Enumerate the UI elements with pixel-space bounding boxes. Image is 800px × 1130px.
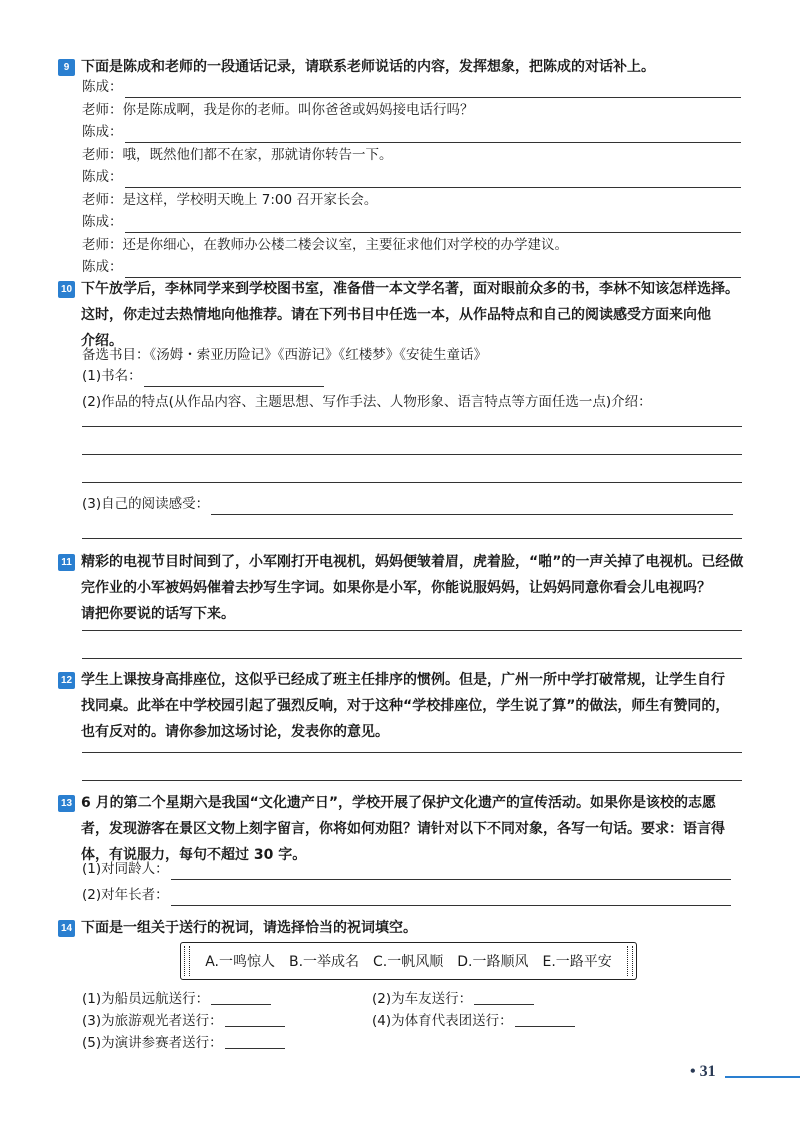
q10-feeling-answer-line[interactable] <box>82 538 742 539</box>
q9-chencheng-line <box>82 166 741 188</box>
q9-chencheng-label: 陈成： <box>82 79 123 95</box>
q9-chencheng-answer-blank[interactable] <box>125 171 741 188</box>
q13-elder-blank[interactable] <box>171 889 731 906</box>
q14-options-box <box>180 942 637 980</box>
q10-feeling-label: (3)自己的阅读感受： <box>82 496 210 512</box>
q10-prompt-line-1: 下午放学后，李林同学来到学校图书室，准备借一本文学名著，面对眼前众多的书，李林不知该怎样选择。 <box>81 281 739 297</box>
q14-number-badge: 14 <box>58 920 75 937</box>
page-number-rule <box>725 1076 800 1078</box>
q14-item-1-blank[interactable] <box>211 990 271 1005</box>
q9-chencheng-line <box>82 211 741 233</box>
q14-item-5-blank[interactable] <box>225 1034 285 1049</box>
q13-number-badge: 13 <box>58 795 75 812</box>
q10-features-answer-line[interactable] <box>82 426 742 427</box>
q9-number-badge: 9 <box>58 59 75 76</box>
q9-prompt-text: 下面是陈成和老师的一段通话记录，请联系老师说话的内容，发挥想象，把陈成的对话补上。 <box>81 59 655 75</box>
page-number: • 31 <box>690 1063 716 1080</box>
q14-option-a: A.一鸣惊人 <box>205 954 275 970</box>
q11-prompt-line-1: 精彩的电视节目时间到了，小军刚打开电视机，妈妈便皱着眉，虎着脸，“啪”的一声关掉了电视机。已经做 <box>81 554 744 570</box>
q14-item-1 <box>82 988 271 1010</box>
q10-features-answer-line[interactable] <box>82 454 742 455</box>
q10-book-name-label: (1)书名： <box>82 368 142 384</box>
q10-prompt <box>58 276 744 354</box>
q9-teacher-line <box>82 234 568 256</box>
q14-prompt <box>58 915 744 941</box>
q13-peer-row <box>82 858 731 880</box>
q12-prompt-line-1: 学生上课按身高排座位，这似乎已经成了班主任排序的惯例。但是，广州一所中学打破常规，让学生自行 <box>81 672 725 688</box>
q14-option-e: E.一路平安 <box>542 954 612 970</box>
q14-item-2-label: (2)为车友送行： <box>372 991 473 1007</box>
q9-teacher-text: 老师：是这样，学校明天晚上 7:00 召开家长会。 <box>82 191 378 208</box>
q11-answer-line[interactable] <box>82 658 742 659</box>
q9-chencheng-label: 陈成： <box>82 259 123 275</box>
q10-features-answer-line[interactable] <box>82 482 742 483</box>
q10-prompt-line-3: 介绍。 <box>81 333 123 349</box>
q11-number-badge: 11 <box>58 554 75 571</box>
page-number-value: 31 <box>699 1063 716 1080</box>
q12-prompt-line-2: 找同桌。此举在中学校园引起了强烈反响，对于这种“学校排座位，学生说了算”的做法，师生有赞同的， <box>81 698 730 714</box>
q12-answer-line[interactable] <box>82 780 742 781</box>
q14-item-2-blank[interactable] <box>474 990 534 1005</box>
q11-answer-line[interactable] <box>82 630 742 631</box>
q13-prompt-line-1: 6 月的第二个星期六是我国“文化遗产日”，学校开展了保护文化遗产的宣传活动。如果你是该校的志愿 <box>81 795 717 811</box>
q14-option-b: B.一举成名 <box>288 954 360 970</box>
q9-chencheng-line <box>82 256 741 278</box>
q14-item-3 <box>82 1010 285 1032</box>
q13-elder-row <box>82 884 731 906</box>
q10-book-list: 备选书目：《汤姆・索亚历险记》《西游记》《红楼梦》《安徒生童话》 <box>82 347 487 363</box>
q14-item-3-label: (3)为旅游观光者送行： <box>82 1013 223 1029</box>
q9-chencheng-answer-blank[interactable] <box>125 81 741 98</box>
q12-answer-line[interactable] <box>82 752 742 753</box>
q14-item-2 <box>372 988 534 1010</box>
q10-features-label: (2)作品的特点(从作品内容、主题思想、写作手法、人物形象、语言特点等方面任选一点)介绍： <box>82 394 652 410</box>
q11-prompt-line-2: 完作业的小军被妈妈催着去抄写生字词。如果你是小军，你能说服妈妈，让妈妈同意你看会儿电视吗？ <box>81 580 711 596</box>
q14-item-3-blank[interactable] <box>225 1012 285 1027</box>
q14-item-5-label: (5)为演讲参赛者送行： <box>82 1035 223 1051</box>
q13-elder-label: (2)对年长者： <box>82 887 169 903</box>
q14-item-5 <box>82 1032 285 1054</box>
q10-feeling-row <box>82 493 733 515</box>
q14-prompt-text: 下面是一组关于送行的祝词，请选择恰当的祝词填空。 <box>81 920 417 936</box>
q11-prompt <box>58 549 744 627</box>
q12-prompt <box>58 667 744 745</box>
q9-teacher-text: 老师：哦，既然他们都不在家，那就请你转告一下。 <box>82 146 393 163</box>
q14-item-4-label: (4)为体育代表团送行： <box>372 1013 513 1029</box>
q12-prompt-line-3: 也有反对的。请你参加这场讨论，发表你的意见。 <box>81 724 389 740</box>
q13-prompt-line-2: 者，发现游客在景区文物上刻字留言，你将如何劝阻？请针对以下不同对象，各写一句话。要求：语言得 <box>81 821 725 837</box>
q9-chencheng-line <box>82 76 741 98</box>
q13-prompt-line-3: 体，有说服力，每句不超过 30 字。 <box>81 847 307 863</box>
q14-option-d: D.一路顺风 <box>457 954 529 970</box>
q9-teacher-line <box>82 144 393 166</box>
q10-prompt-line-2: 这时，你走过去热情地向他推荐。请在下列书目中任选一本，从作品特点和自己的阅读感受方面来向他 <box>81 307 711 323</box>
q9-chencheng-answer-blank[interactable] <box>125 216 741 233</box>
q9-teacher-text: 老师：你是陈成啊，我是你的老师。叫你爸爸或妈妈接电话行吗？ <box>82 101 474 118</box>
q9-chencheng-answer-blank[interactable] <box>125 126 741 143</box>
q10-book-name-blank[interactable] <box>144 370 324 387</box>
q9-chencheng-label: 陈成： <box>82 124 123 140</box>
q12-number-badge: 12 <box>58 672 75 689</box>
q13-prompt <box>58 790 744 868</box>
q9-teacher-line <box>82 99 474 121</box>
q9-teacher-text: 老师：还是你细心，在教师办公楼二楼会议室，主要征求他们对学校的办学建议。 <box>82 236 568 253</box>
q9-chencheng-label: 陈成： <box>82 214 123 230</box>
q10-feeling-blank[interactable] <box>211 498 733 515</box>
q14-item-4 <box>372 1010 575 1032</box>
q13-peer-blank[interactable] <box>171 863 731 880</box>
q14-item-1-label: (1)为船员远航送行： <box>82 991 210 1007</box>
q14-option-c: C.一帆风顺 <box>373 954 444 970</box>
q10-book-name-row <box>82 365 324 387</box>
q11-prompt-line-3: 请把你要说的话写下来。 <box>81 606 235 622</box>
q9-chencheng-label: 陈成： <box>82 169 123 185</box>
q10-number-badge: 10 <box>58 281 75 298</box>
q14-item-4-blank[interactable] <box>515 1012 575 1027</box>
q9-teacher-line <box>82 189 377 211</box>
q13-peer-label: (1)对同龄人： <box>82 861 169 877</box>
q9-chencheng-line <box>82 121 741 143</box>
